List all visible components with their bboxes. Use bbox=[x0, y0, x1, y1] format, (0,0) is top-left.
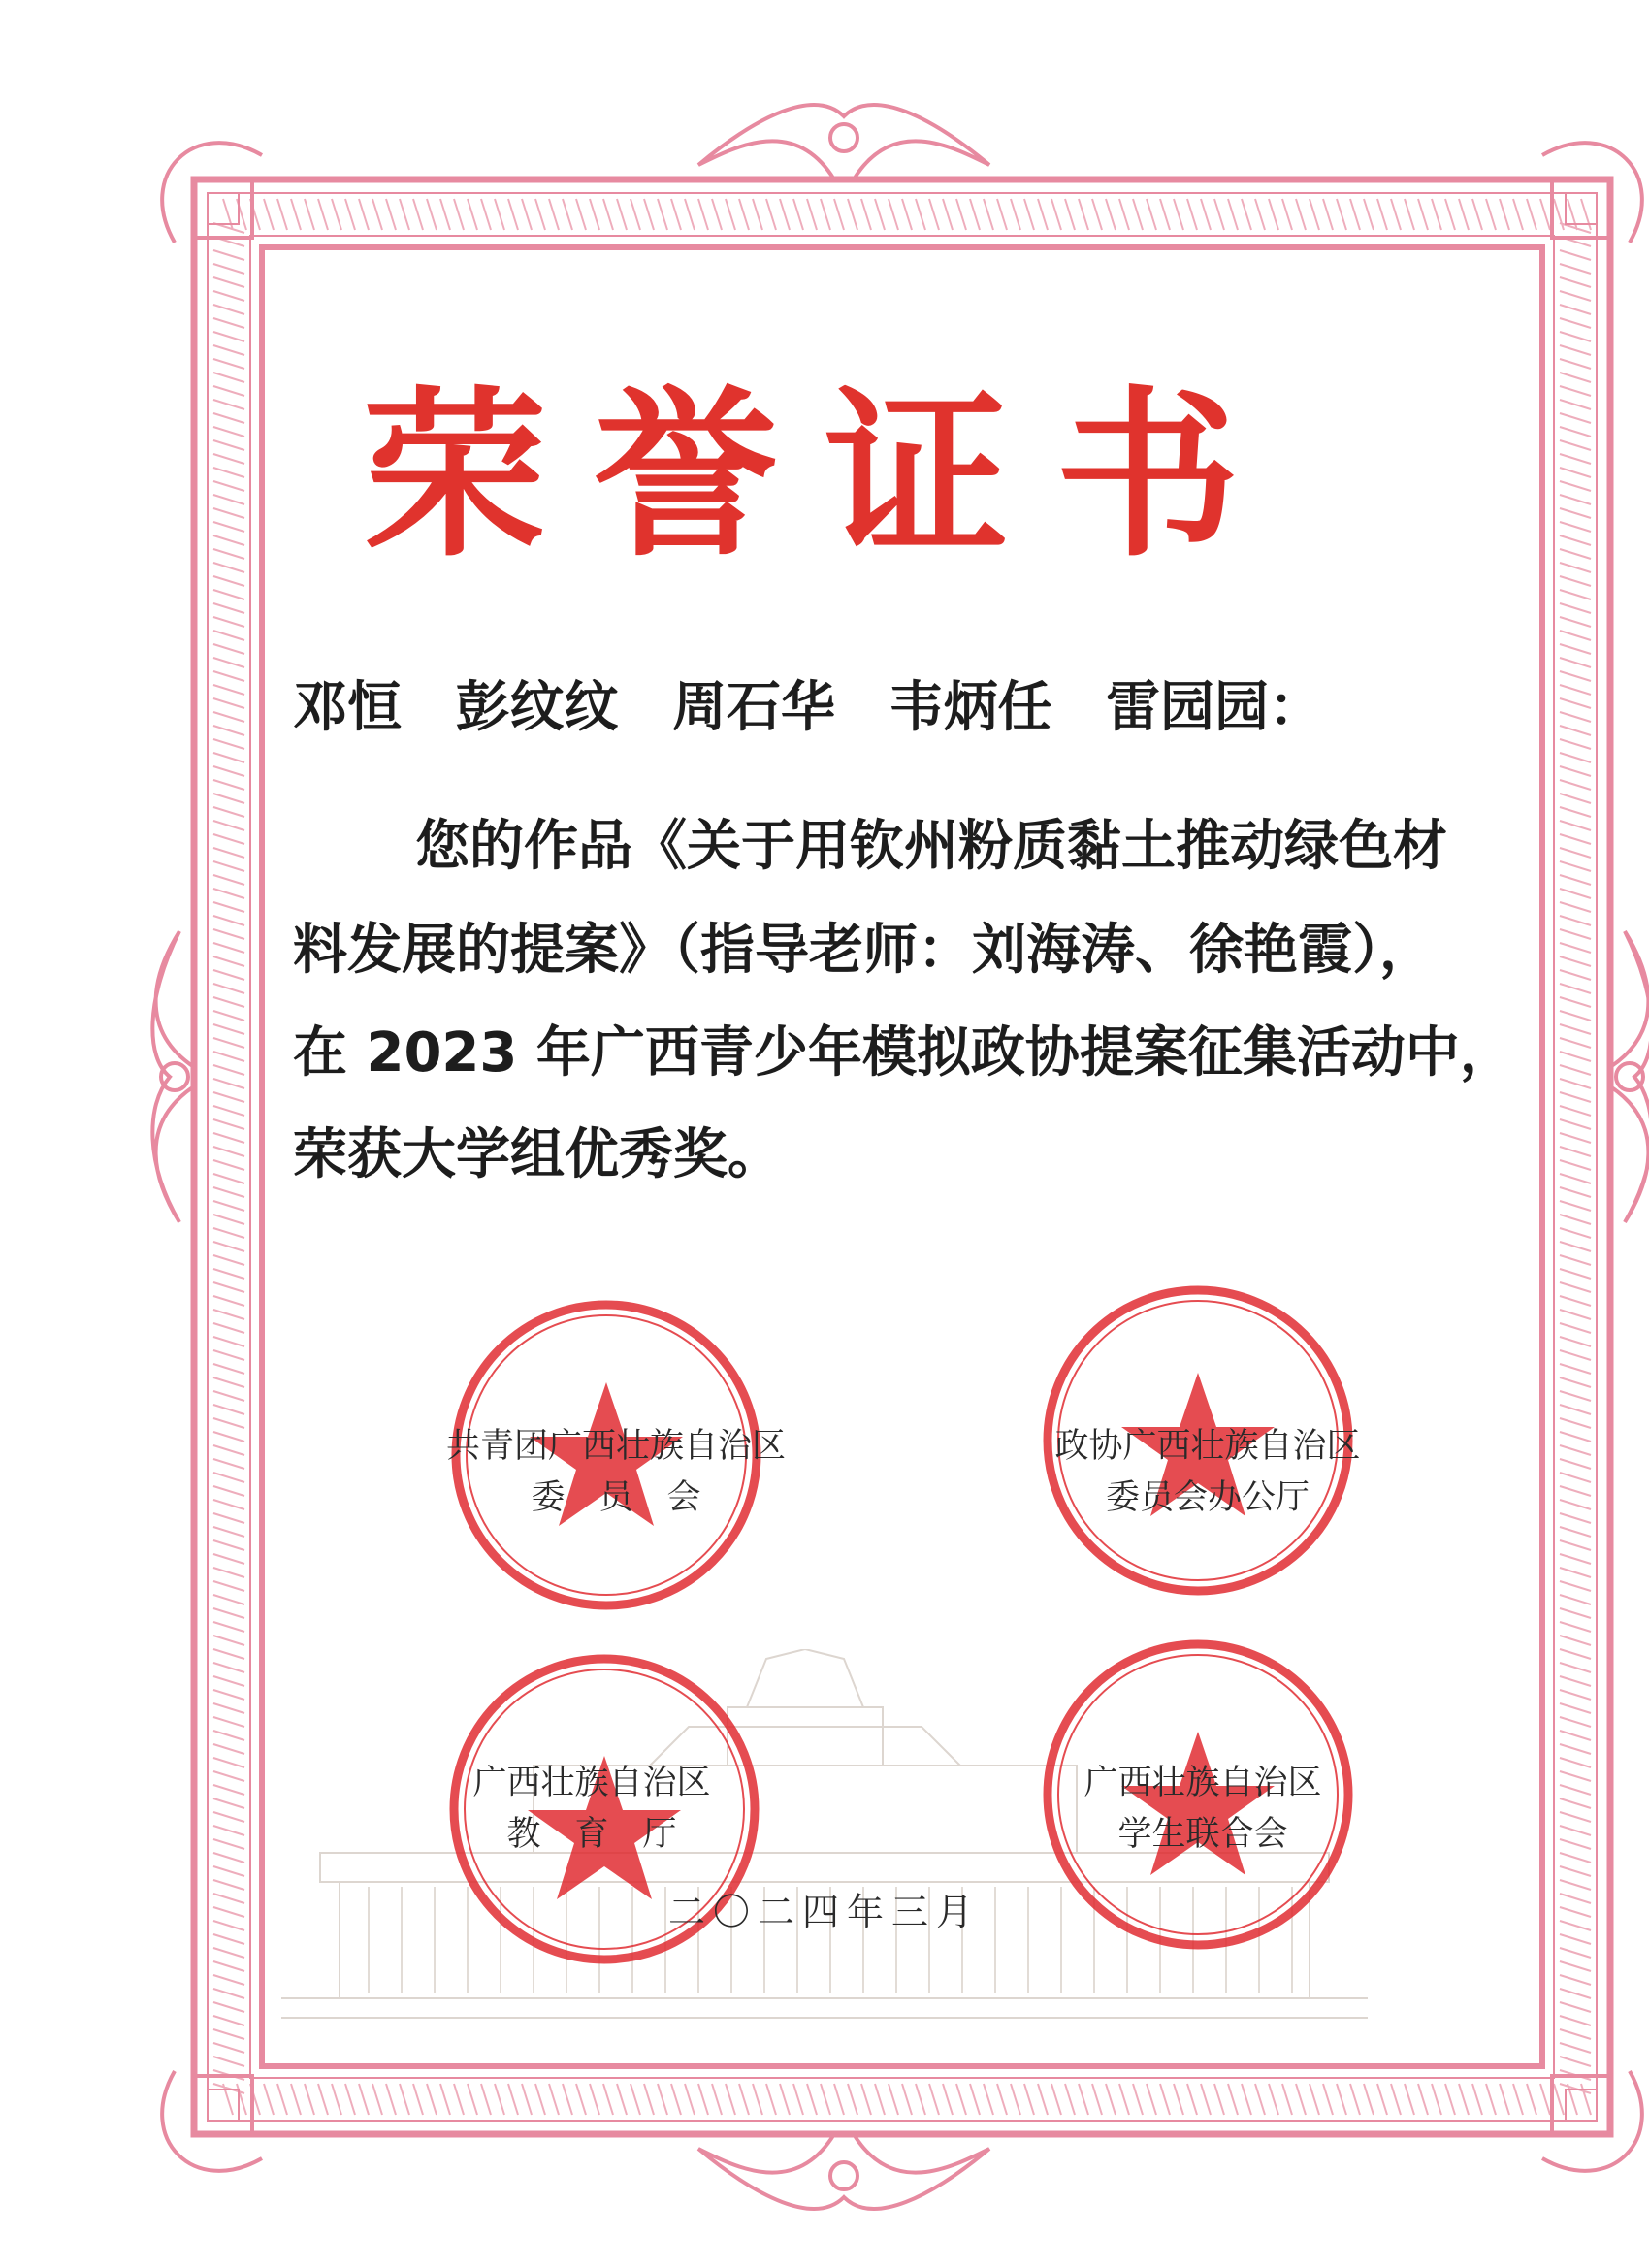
certificate-title: 荣誉证书 bbox=[362, 369, 1286, 581]
issuer-block bbox=[999, 1758, 1406, 1860]
issuer-line: 教 育 厅 bbox=[506, 1814, 677, 1854]
recipient-name: 韦炳任 bbox=[889, 676, 1052, 739]
issuer-line: 政协广西壮族自治区 bbox=[1054, 1427, 1361, 1466]
recipient-name: 邓恒 bbox=[293, 676, 402, 739]
award-text-line: 荣获大学组优秀奖。 bbox=[293, 1123, 782, 1186]
award-text-line: 料发展的提案》（指导老师：刘海涛、徐艳霞）， bbox=[293, 919, 1434, 982]
issuer-line: 学生联合会 bbox=[1117, 1814, 1288, 1854]
award-text-line: 在 2023 年广西青少年模拟政协提案征集活动中， bbox=[293, 1021, 1514, 1085]
recipient-name: 彭纹纹 bbox=[455, 676, 619, 739]
issuer-line: 委员会办公厅 bbox=[1105, 1477, 1310, 1517]
issuer-line: 共青团广西壮族自治区 bbox=[445, 1427, 786, 1466]
issuer-line: 委 员 会 bbox=[531, 1477, 701, 1517]
issuer-line: 广西壮族自治区 bbox=[1083, 1764, 1322, 1802]
recipient-name: 周石华 bbox=[672, 676, 835, 739]
issue-date: 二〇二四年三月 bbox=[667, 1891, 981, 1933]
recipient-names bbox=[293, 676, 1323, 739]
award-text-line: 您的作品《关于用钦州粉质黏土推动绿色材 bbox=[415, 815, 1447, 878]
recipient-name: 雷园园： bbox=[1106, 676, 1323, 739]
issuer-block bbox=[388, 1758, 795, 1860]
issuer-block bbox=[388, 1421, 844, 1523]
issuer-block bbox=[980, 1421, 1436, 1523]
issuer-line: 广西壮族自治区 bbox=[472, 1764, 711, 1802]
